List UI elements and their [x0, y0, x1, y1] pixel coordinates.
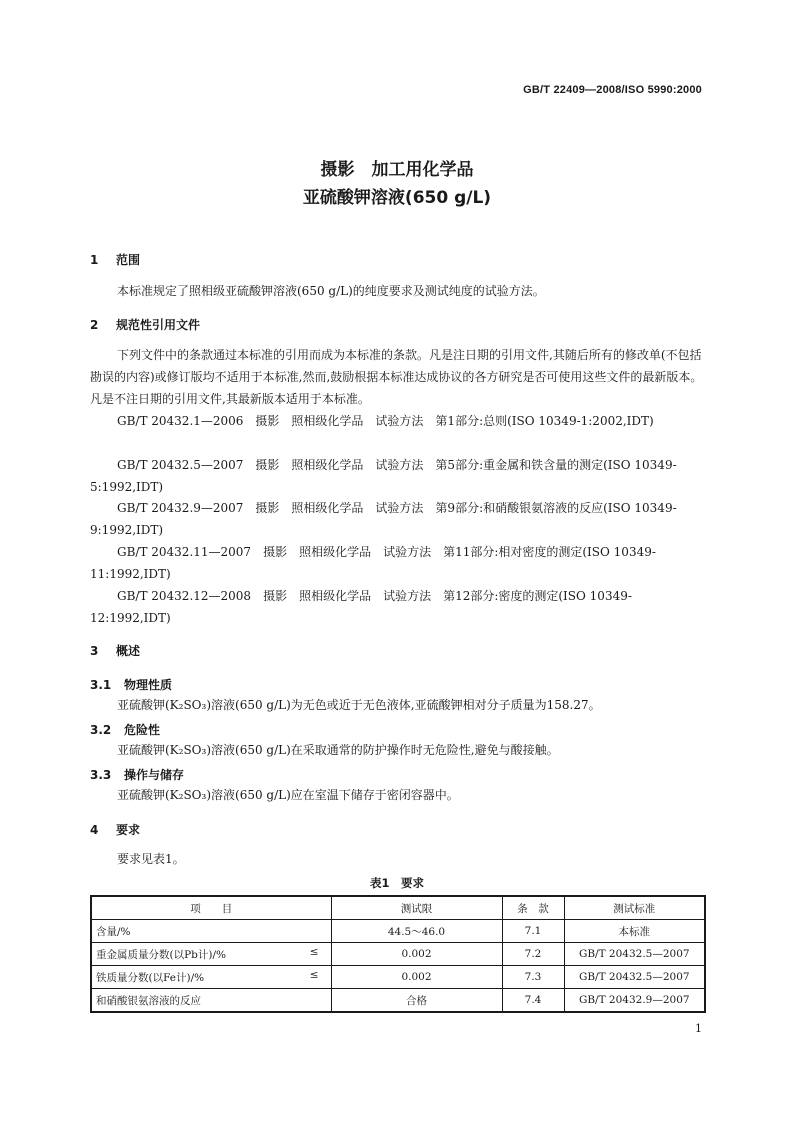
header-clause: 条 款	[502, 896, 564, 920]
reference-item: GB/T 20432.9—2007 摄影 照相级化学品 试验方法 第9部分:和硝酸银氨溶液的反应(ISO 10349-9:1992,IDT)	[90, 501, 677, 537]
cell-limit: 0.002	[331, 966, 502, 989]
cell-limit: 0.002	[331, 943, 502, 966]
reference-item: GB/T 20432.5—2007 摄影 照相级化学品 试验方法 第5部分:重金属和铁含量的测定(ISO 10349-5:1992,IDT)	[90, 458, 677, 494]
requirements-table	[90, 895, 706, 1013]
reference-item: GB/T 20432.12—2008 摄影 照相级化学品 试验方法 第12部分:密度的测定(ISO 10349-12:1992,IDT)	[90, 589, 632, 625]
page-number: 1	[695, 1022, 702, 1035]
cell-standard: GB/T 20432.5—2007	[564, 943, 705, 966]
subsection-number: 3.3	[90, 768, 112, 782]
item-text: 铁质量分数(以Fe计)/%	[96, 971, 205, 984]
subsection-title: 危险性	[124, 723, 161, 737]
cell-standard: GB/T 20432.9—2007	[564, 989, 705, 1013]
cell-standard: GB/T 20432.5—2007	[564, 966, 705, 989]
table-caption: 表1 要求	[369, 876, 424, 890]
subsection-title: 物理性质	[124, 678, 173, 692]
table-row	[91, 920, 705, 943]
section-number: 2	[90, 318, 99, 332]
section-1-heading	[90, 251, 140, 268]
cell-item	[91, 989, 331, 1013]
cell-clause: 7.2	[502, 943, 564, 966]
table-row	[91, 989, 705, 1013]
section-3-2-heading	[90, 721, 160, 738]
item-text: 含量/%	[96, 925, 131, 938]
section-3-heading	[90, 642, 140, 659]
le-sign: ≤	[309, 969, 319, 981]
section-3-1-text: 亚硫酸钾(K₂SO₃)溶液(650 g/L)为无色或近于无色液体,亚硫酸钾相对分子质量为158.27。	[117, 698, 601, 712]
cell-clause: 7.4	[502, 989, 564, 1013]
section-3-2-text: 亚硫酸钾(K₂SO₃)溶液(650 g/L)在采取通常的防护操作时无危险性,避免与酸接触。	[117, 743, 559, 757]
subsection-number: 3.2	[90, 723, 112, 737]
section-title: 规范性引用文件	[116, 318, 201, 332]
section-title: 概述	[116, 644, 141, 658]
table-row	[91, 943, 705, 966]
section-number: 1	[90, 253, 99, 267]
title-line-1: 摄影 加工用化学品	[320, 160, 474, 180]
cell-clause: 7.1	[502, 920, 564, 943]
subsection-title: 操作与储存	[124, 768, 185, 782]
title-line-2: 亚硫酸钾溶液(650 g/L)	[302, 188, 492, 208]
section-2-heading	[90, 316, 200, 333]
reference-item: GB/T 20432.11—2007 摄影 照相级化学品 试验方法 第11部分:相对密度的测定(ISO 10349-11:1992,IDT)	[90, 545, 656, 581]
section-1-text: 本标准规定了照相级亚硫酸钾溶液(650 g/L)的纯度要求及测试纯度的试验方法。	[117, 284, 545, 298]
cell-item	[91, 920, 331, 943]
item-text: 重金属质量分数(以Pb计)/%	[96, 948, 226, 961]
section-4-text: 要求见表1。	[117, 852, 185, 866]
le-sign: ≤	[309, 946, 319, 958]
subsection-number: 3.1	[90, 678, 112, 692]
header-item: 项 目	[91, 896, 331, 920]
section-2-intro: 下列文件中的条款通过本标准的引用而成为本标准的条款。凡是注日期的引用文件,其随后所有的修改单(不包括勘误的内容)或修订版均不适用于本标准,然而,鼓励根据本标准达成协议的各方研究是否可使用这些文件的最新版本。凡是不注日期的引用文件,其最新版本适用于本标准。	[90, 348, 703, 406]
reference-item: GB/T 20432.1—2006 摄影 照相级化学品 试验方法 第1部分:总则(ISO 10349-1:2002,IDT)	[117, 414, 654, 428]
table-row	[91, 966, 705, 989]
cell-item	[91, 966, 331, 989]
section-number: 4	[90, 823, 99, 837]
table-header-row	[91, 896, 705, 920]
cell-limit: 44.5～46.0	[331, 920, 502, 943]
header-limit: 测试限	[331, 896, 502, 920]
item-text: 和硝酸银氨溶液的反应	[96, 994, 201, 1007]
cell-standard: 本标准	[564, 920, 705, 943]
cell-clause: 7.3	[502, 966, 564, 989]
section-3-3-text: 亚硫酸钾(K₂SO₃)溶液(650 g/L)应在室温下储存于密闭容器中。	[117, 788, 459, 802]
section-title: 要求	[116, 823, 141, 837]
cell-item	[91, 943, 331, 966]
header-standard: 测试标准	[564, 896, 705, 920]
standard-code: GB/T 22409—2008/ISO 5990:2000	[523, 84, 702, 96]
section-number: 3	[90, 644, 99, 658]
section-3-1-heading	[90, 676, 172, 693]
section-title: 范围	[116, 253, 141, 267]
cell-limit: 合格	[331, 989, 502, 1013]
section-3-3-heading	[90, 766, 184, 783]
section-4-heading	[90, 821, 140, 838]
